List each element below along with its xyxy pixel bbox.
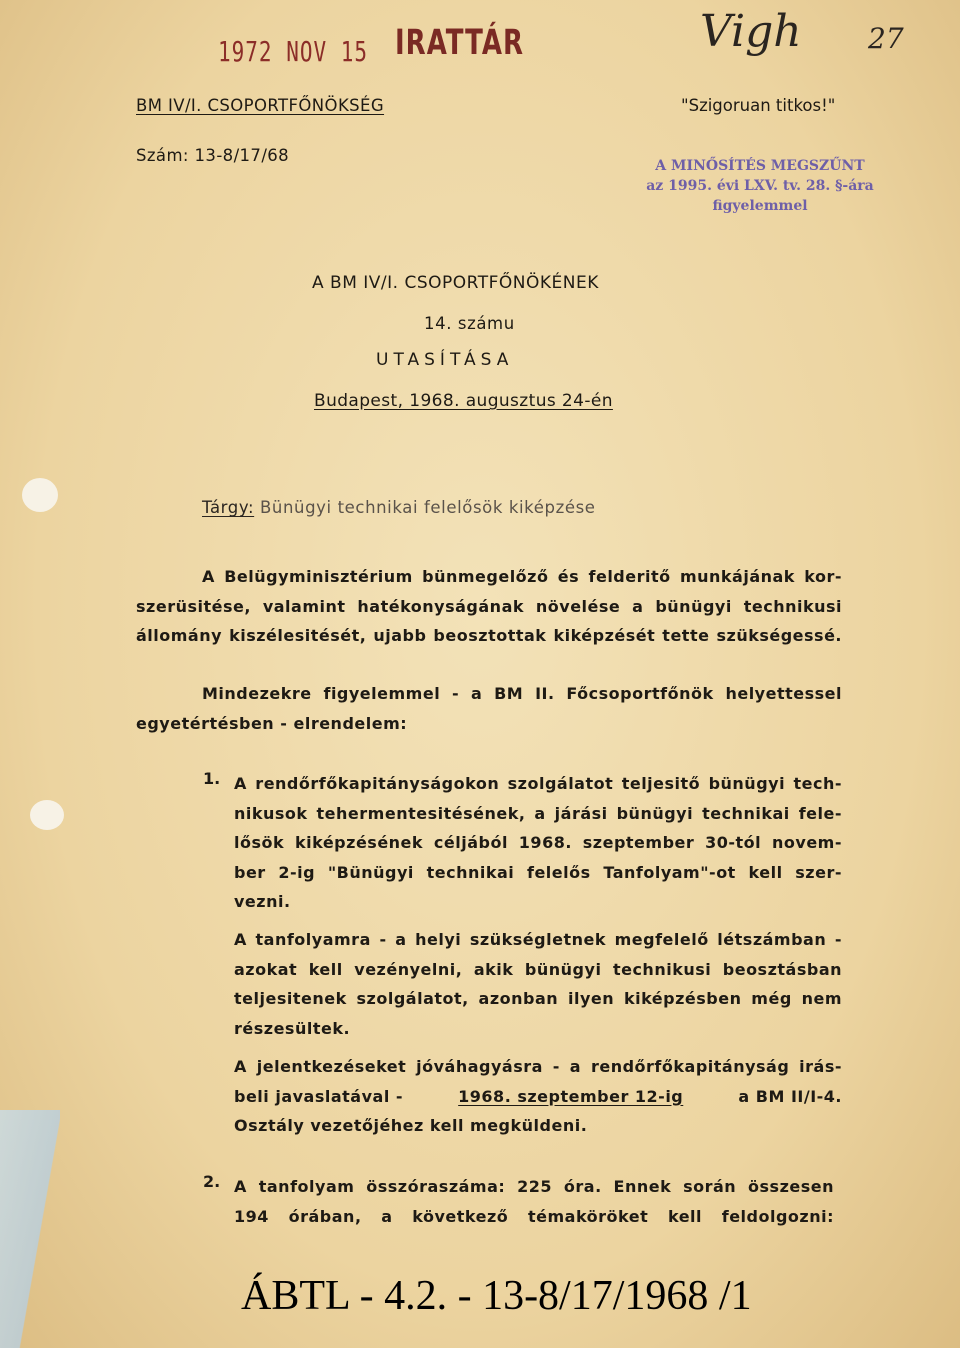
archive-reference: ÁBTL - 4.2. - 13-8/17/1968 /1 [241,1273,752,1319]
declassification-stamp [640,156,880,216]
text-line: állomány kiszélesitését, ujabb beosztottak kiképzését tette szükségessé. [136,626,842,645]
text-line: Mindezekre figyelemmel - a BM II. Főcsoportfőnök helyettessel [202,684,842,703]
issuing-office: BM IV/I. CSOPORTFŐNÖKSÉG [136,96,385,115]
order-paragraph [136,679,842,738]
text-line: szerüsitése, valamint hatékonyságának növelése a bünügyi technikusi [136,596,842,616]
handwritten-signature: Vigh [700,6,802,57]
text-line: A tanfolyamra - a helyi szükségletnek megfelelő létszámban - [234,930,842,949]
text-line: A jelentkezéseket jóváhagyásra - a rendőrfőkapitányság irás- [234,1057,842,1076]
text-line: lősök kiképzésének céljából 1968. szeptember 30-tól novem- [234,833,842,852]
item-number: 1. [203,769,221,788]
instruction-number: 14. számu [424,314,515,333]
punch-hole-mark [30,800,64,830]
registry-stamp: IRATTÁR [395,22,524,64]
intro-paragraph [136,562,842,651]
text-line: A Belügyminisztérium bünmegelőző és felderitő munkájának kor- [202,567,842,586]
text-line: A rendőrfőkapitányságokon szolgálatot teljesitő bünügyi tech- [234,774,842,793]
text-line: azokat kell vezényelni, akik bünügyi technikusi beosztásban [234,959,842,979]
item-1-paragraph [234,769,842,917]
punch-hole-mark [22,478,58,512]
text-line: A tanfolyam összóraszáma: 225 óra. Ennek során összesen [234,1177,834,1196]
declassification-line-1: A MINŐSÍTÉS MEGSZŰNT [655,158,865,174]
item-1-assignment-paragraph [234,925,842,1043]
text-line: ber 2-ig "Bünügyi technikai felelős Tanfolyam"-ot kell szer- [234,862,842,882]
item-2-paragraph [234,1172,834,1231]
place-and-date: Budapest, 1968. augusztus 24-én [314,391,613,411]
text-line: Osztály vezetőjéhez kell megküldeni. [234,1116,588,1135]
classification-marking: "Szigoruan titkos!" [681,96,836,115]
document-title: A BM IV/I. CSOPORTFŐNÖKÉNEK [312,273,599,293]
text-line: részesültek. [234,1018,351,1038]
item-number: 2. [203,1172,221,1191]
received-date-stamp: 1972 NOV 15 [218,36,369,68]
subject-label: Tárgy: [202,498,255,517]
declassification-line-2: az 1995. évi LXV. tv. 28. §-ára [646,178,874,194]
item-1-application-paragraph [234,1052,842,1141]
text-line: 194 órában, a következő témaköröket kell feldolgozni: [234,1206,834,1226]
handwritten-number: 27 [868,22,904,55]
reference-number: Szám: 13-8/17/68 [136,146,290,165]
text-line: egyetértésben - elrendelem: [136,713,408,733]
text-line: teljesitenek szolgálatot, azonban ilyen kiképzésben még nem [234,989,842,1008]
declassification-line-3: figyelemmel [712,198,808,214]
folded-corner [0,1110,60,1348]
document-type: UTASÍTÁSA [376,350,514,370]
deadline-date: 1968. szeptember 12-ig [458,1086,684,1106]
text-line: vezni. [234,892,291,911]
subject-text: Bünügyi technikai felelősök kiképzése [260,498,596,517]
subject-line [202,498,596,517]
text-line: nikusok tehermentesitésének, a járási bünügyi technikai fele- [234,803,842,823]
text-line: beli javaslatával - 1968. szeptember 12-ig a BM II/I-4. [234,1082,842,1112]
